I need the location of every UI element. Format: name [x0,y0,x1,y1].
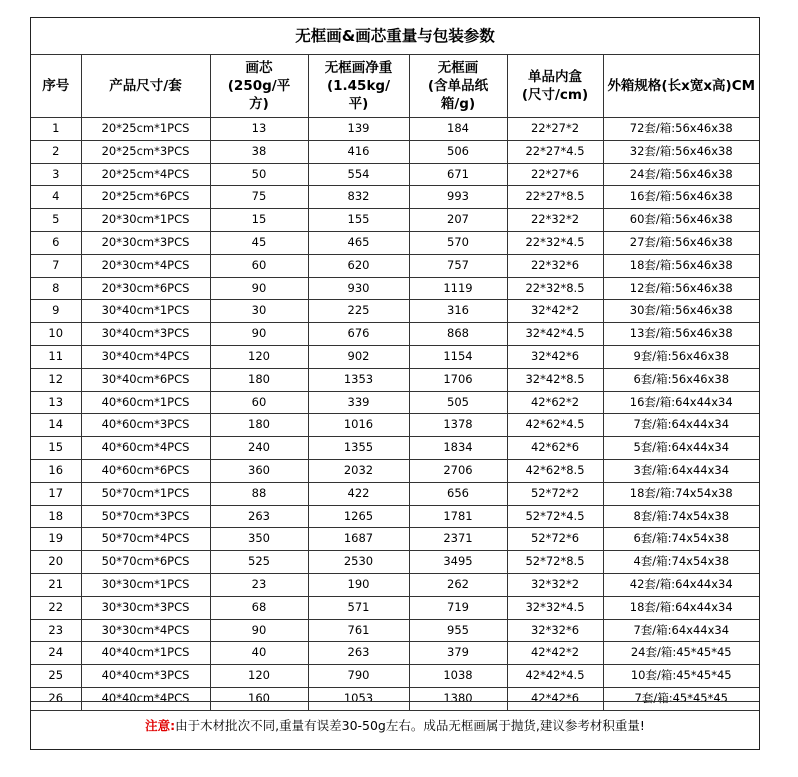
cell-core-weight: 68 [210,596,308,619]
cell-outer-box: 24套/箱:56x46x38 [603,163,759,186]
cell-index: 23 [31,619,81,642]
cell-index: 19 [31,528,81,551]
cell-boxed-weight: 506 [409,140,507,163]
table-title: 无框画&画芯重量与包装参数 [31,18,759,55]
cell-inner-box: 32*32*2 [507,573,603,596]
header-boxed-weight [409,55,507,118]
table-row [31,140,759,163]
cell-product-size: 20*25cm*3PCS [81,140,210,163]
cell-boxed-weight: 671 [409,163,507,186]
header-index [31,55,81,118]
cell-product-size: 30*40cm*4PCS [81,345,210,368]
cell-net-weight: 930 [308,277,409,300]
cell-core-weight: 88 [210,482,308,505]
cell-inner-box: 42*42*6 [507,687,603,710]
cell-product-size: 30*40cm*6PCS [81,368,210,391]
header-inner-box [507,55,603,118]
cell-outer-box: 32套/箱:56x46x38 [603,140,759,163]
table-row [31,209,759,232]
cell-inner-box: 22*32*4.5 [507,231,603,254]
table-row [31,482,759,505]
cell-index: 6 [31,231,81,254]
cell-outer-box: 18套/箱:56x46x38 [603,254,759,277]
cell-product-size: 30*30cm*3PCS [81,596,210,619]
header-line: 无框画净重 [324,60,393,76]
table-row [31,573,759,596]
cell-outer-box: 16套/箱:56x46x38 [603,186,759,209]
cell-product-size: 20*25cm*6PCS [81,186,210,209]
cell-core-weight: 360 [210,459,308,482]
cell-boxed-weight: 719 [409,596,507,619]
cell-inner-box: 42*62*8.5 [507,459,603,482]
cell-product-size: 50*70cm*4PCS [81,528,210,551]
cell-index: 17 [31,482,81,505]
cell-product-size: 20*30cm*3PCS [81,231,210,254]
header-core-weight [210,55,308,118]
cell-net-weight: 422 [308,482,409,505]
cell-product-size: 20*30cm*1PCS [81,209,210,232]
parameter-table-frame [30,17,760,750]
cell-outer-box: 8套/箱:74x54x38 [603,505,759,528]
table-row [31,551,759,574]
cell-product-size: 50*70cm*6PCS [81,551,210,574]
header-line: 单品内盒 [528,69,582,85]
header-line: 无框画 [437,60,479,76]
cell-outer-box: 60套/箱:56x46x38 [603,209,759,232]
cell-net-weight: 902 [308,345,409,368]
cell-net-weight: 571 [308,596,409,619]
table-row [31,642,759,665]
cell-net-weight: 1355 [308,437,409,460]
header-line: (含单品纸 [427,78,489,94]
cell-outer-box: 72套/箱:56x46x38 [603,118,759,141]
header-product-size [81,55,210,118]
cell-core-weight: 60 [210,254,308,277]
cell-inner-box: 22*32*2 [507,209,603,232]
table-row [31,528,759,551]
cell-boxed-weight: 207 [409,209,507,232]
cell-core-weight: 23 [210,573,308,596]
header-line: (1.45kg/ [326,78,391,94]
cell-net-weight: 1053 [308,687,409,710]
cell-net-weight: 1353 [308,368,409,391]
cell-core-weight: 90 [210,323,308,346]
cell-boxed-weight: 2371 [409,528,507,551]
table-row [31,254,759,277]
cell-index: 25 [31,665,81,688]
cell-core-weight: 45 [210,231,308,254]
cell-index: 13 [31,391,81,414]
cell-inner-box: 22*32*6 [507,254,603,277]
cell-core-weight: 180 [210,414,308,437]
cell-outer-box: 42套/箱:64x44x34 [603,573,759,596]
table-row [31,414,759,437]
table-header [31,55,759,118]
cell-product-size: 20*30cm*6PCS [81,277,210,300]
cell-net-weight: 190 [308,573,409,596]
cell-inner-box: 32*42*4.5 [507,323,603,346]
cell-boxed-weight: 1380 [409,687,507,710]
header-line: 箱/g) [440,96,476,112]
table-row [31,345,759,368]
cell-core-weight: 30 [210,300,308,323]
cell-net-weight: 761 [308,619,409,642]
cell-core-weight: 50 [210,163,308,186]
table-row [31,163,759,186]
cell-inner-box: 32*42*6 [507,345,603,368]
cell-inner-box: 52*72*4.5 [507,505,603,528]
cell-index: 18 [31,505,81,528]
cell-inner-box: 42*62*6 [507,437,603,460]
cell-boxed-weight: 262 [409,573,507,596]
cell-core-weight: 350 [210,528,308,551]
cell-net-weight: 1687 [308,528,409,551]
cell-net-weight: 620 [308,254,409,277]
cell-product-size: 40*60cm*6PCS [81,459,210,482]
cell-net-weight: 790 [308,665,409,688]
header-line: (250g/平 [227,78,291,94]
cell-outer-box: 30套/箱:56x46x38 [603,300,759,323]
parameter-table [31,55,759,711]
cell-inner-box: 52*72*6 [507,528,603,551]
cell-outer-box: 18套/箱:74x54x38 [603,482,759,505]
cell-outer-box: 5套/箱:64x44x34 [603,437,759,460]
cell-product-size: 40*60cm*1PCS [81,391,210,414]
cell-net-weight: 2530 [308,551,409,574]
cell-outer-box: 7套/箱:45*45*45 [603,687,759,710]
cell-index: 20 [31,551,81,574]
cell-outer-box: 4套/箱:74x54x38 [603,551,759,574]
cell-boxed-weight: 993 [409,186,507,209]
cell-index: 10 [31,323,81,346]
table-row [31,368,759,391]
cell-inner-box: 22*27*4.5 [507,140,603,163]
cell-core-weight: 240 [210,437,308,460]
cell-index: 9 [31,300,81,323]
cell-product-size: 30*40cm*1PCS [81,300,210,323]
cell-boxed-weight: 379 [409,642,507,665]
header-line: (尺寸/cm) [521,87,589,103]
cell-index: 15 [31,437,81,460]
cell-net-weight: 1016 [308,414,409,437]
note-footer [31,701,759,749]
cell-boxed-weight: 1834 [409,437,507,460]
cell-inner-box: 52*72*8.5 [507,551,603,574]
cell-product-size: 50*70cm*1PCS [81,482,210,505]
header-line: 外箱规格(长x宽x高)CM [607,78,756,94]
cell-core-weight: 38 [210,140,308,163]
cell-index: 21 [31,573,81,596]
table-row [31,300,759,323]
cell-index: 2 [31,140,81,163]
header-row [31,55,759,118]
cell-core-weight: 525 [210,551,308,574]
cell-index: 1 [31,118,81,141]
cell-net-weight: 139 [308,118,409,141]
cell-core-weight: 13 [210,118,308,141]
note-label: 注意: [145,718,176,733]
cell-inner-box: 22*27*8.5 [507,186,603,209]
table-row [31,665,759,688]
table-row [31,186,759,209]
cell-boxed-weight: 316 [409,300,507,323]
cell-outer-box: 10套/箱:45*45*45 [603,665,759,688]
cell-inner-box: 32*42*8.5 [507,368,603,391]
cell-index: 11 [31,345,81,368]
table-row [31,596,759,619]
cell-inner-box: 52*72*2 [507,482,603,505]
cell-inner-box: 32*32*4.5 [507,596,603,619]
cell-outer-box: 13套/箱:56x46x38 [603,323,759,346]
table-row [31,505,759,528]
cell-net-weight: 416 [308,140,409,163]
cell-net-weight: 155 [308,209,409,232]
header-line: 画芯 [245,60,273,76]
cell-outer-box: 24套/箱:45*45*45 [603,642,759,665]
cell-inner-box: 42*42*2 [507,642,603,665]
cell-boxed-weight: 757 [409,254,507,277]
cell-index: 24 [31,642,81,665]
cell-core-weight: 120 [210,345,308,368]
cell-inner-box: 32*32*6 [507,619,603,642]
cell-outer-box: 6套/箱:56x46x38 [603,368,759,391]
cell-product-size: 40*60cm*3PCS [81,414,210,437]
cell-boxed-weight: 2706 [409,459,507,482]
cell-net-weight: 2032 [308,459,409,482]
cell-index: 5 [31,209,81,232]
header-outer-box [603,55,759,118]
table-row [31,437,759,460]
cell-outer-box: 12套/箱:56x46x38 [603,277,759,300]
table-row [31,277,759,300]
table-row [31,231,759,254]
cell-product-size: 20*25cm*1PCS [81,118,210,141]
table-row [31,391,759,414]
table-row [31,118,759,141]
table-row [31,619,759,642]
cell-outer-box: 3套/箱:64x44x34 [603,459,759,482]
cell-core-weight: 60 [210,391,308,414]
cell-core-weight: 75 [210,186,308,209]
cell-boxed-weight: 656 [409,482,507,505]
cell-product-size: 20*30cm*4PCS [81,254,210,277]
cell-boxed-weight: 1781 [409,505,507,528]
cell-inner-box: 32*42*2 [507,300,603,323]
cell-core-weight: 263 [210,505,308,528]
cell-index: 3 [31,163,81,186]
cell-boxed-weight: 505 [409,391,507,414]
cell-product-size: 20*25cm*4PCS [81,163,210,186]
table-body [31,118,759,711]
header-line: 方) [249,96,269,112]
cell-net-weight: 832 [308,186,409,209]
cell-index: 8 [31,277,81,300]
cell-index: 22 [31,596,81,619]
cell-boxed-weight: 1706 [409,368,507,391]
header-line: 产品尺寸/套 [109,78,182,94]
cell-product-size: 40*60cm*4PCS [81,437,210,460]
cell-core-weight: 15 [210,209,308,232]
cell-net-weight: 1265 [308,505,409,528]
cell-outer-box: 27套/箱:56x46x38 [603,231,759,254]
cell-outer-box: 7套/箱:64x44x34 [603,619,759,642]
cell-index: 4 [31,186,81,209]
cell-inner-box: 42*62*4.5 [507,414,603,437]
cell-inner-box: 22*27*2 [507,118,603,141]
cell-core-weight: 120 [210,665,308,688]
cell-boxed-weight: 1119 [409,277,507,300]
cell-inner-box: 42*62*2 [507,391,603,414]
cell-net-weight: 263 [308,642,409,665]
cell-index: 12 [31,368,81,391]
cell-index: 7 [31,254,81,277]
cell-product-size: 40*40cm*4PCS [81,687,210,710]
cell-core-weight: 160 [210,687,308,710]
cell-boxed-weight: 1154 [409,345,507,368]
header-line: 序号 [42,78,70,94]
cell-product-size: 40*40cm*3PCS [81,665,210,688]
cell-boxed-weight: 1038 [409,665,507,688]
table-row [31,459,759,482]
cell-core-weight: 90 [210,277,308,300]
cell-inner-box: 42*42*4.5 [507,665,603,688]
cell-product-size: 50*70cm*3PCS [81,505,210,528]
cell-outer-box: 18套/箱:64x44x34 [603,596,759,619]
cell-boxed-weight: 570 [409,231,507,254]
cell-net-weight: 225 [308,300,409,323]
note-text: 由于木材批次不同,重量有误差30-50g左右。成品无框画属于抛货,建议参考材积重量! [175,718,645,733]
cell-inner-box: 22*27*6 [507,163,603,186]
cell-net-weight: 339 [308,391,409,414]
cell-index: 26 [31,687,81,710]
cell-net-weight: 554 [308,163,409,186]
cell-core-weight: 90 [210,619,308,642]
cell-boxed-weight: 184 [409,118,507,141]
cell-outer-box: 7套/箱:64x44x34 [603,414,759,437]
cell-product-size: 30*40cm*3PCS [81,323,210,346]
cell-index: 16 [31,459,81,482]
table-row [31,323,759,346]
cell-boxed-weight: 1378 [409,414,507,437]
header-line: 平) [348,96,369,112]
cell-product-size: 30*30cm*1PCS [81,573,210,596]
cell-outer-box: 16套/箱:64x44x34 [603,391,759,414]
cell-net-weight: 465 [308,231,409,254]
cell-boxed-weight: 955 [409,619,507,642]
header-net-weight [308,55,409,118]
cell-inner-box: 22*32*8.5 [507,277,603,300]
cell-boxed-weight: 868 [409,323,507,346]
cell-index: 14 [31,414,81,437]
cell-boxed-weight: 3495 [409,551,507,574]
cell-outer-box: 6套/箱:74x54x38 [603,528,759,551]
cell-outer-box: 9套/箱:56x46x38 [603,345,759,368]
cell-core-weight: 180 [210,368,308,391]
cell-net-weight: 676 [308,323,409,346]
cell-product-size: 40*40cm*1PCS [81,642,210,665]
cell-core-weight: 40 [210,642,308,665]
cell-product-size: 30*30cm*4PCS [81,619,210,642]
